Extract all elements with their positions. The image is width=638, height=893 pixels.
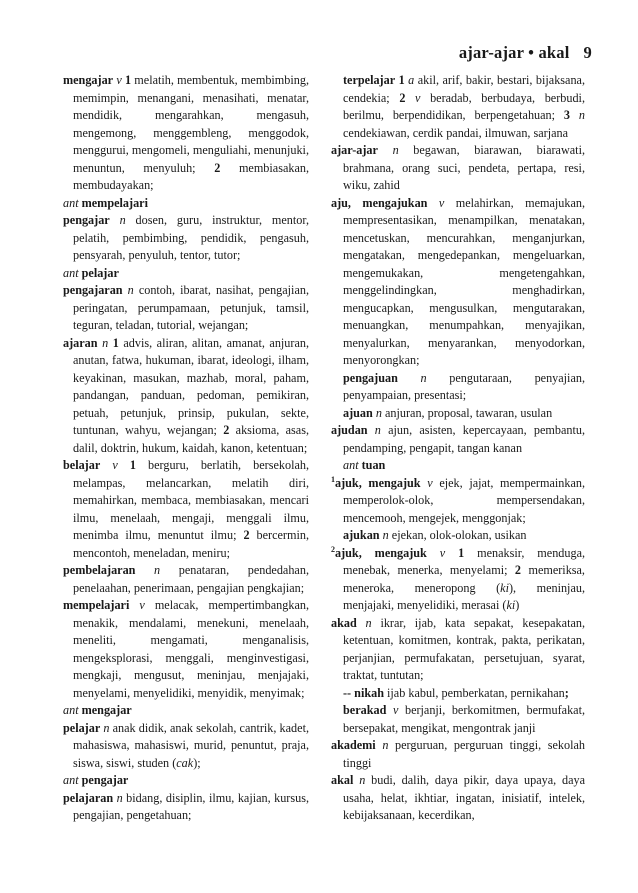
headword: pengajar	[81, 773, 129, 787]
sense-number: 2	[223, 423, 230, 437]
header-title: ajar-ajar • akal	[458, 43, 570, 62]
usage-label: ant	[63, 773, 79, 787]
definition-text: aksioma, asas, dalil, doktrin, hukum, kaidah, kanon, ketentuan;	[73, 423, 309, 455]
dictionary-entry	[331, 195, 585, 370]
dictionary-entry	[63, 790, 309, 825]
definition-text: contoh, ibarat, nasihat, pengajian, peringatan, perumpamaan, petunjuk, tamsil, teguran, teladan, tutorial, wejangan;	[73, 283, 309, 332]
dictionary-entry	[63, 597, 309, 702]
dictionary-entry	[63, 212, 309, 265]
part-of-speech: n	[365, 615, 372, 630]
antonym-line	[63, 195, 309, 213]
definition-text	[427, 196, 438, 210]
sense-number: 2	[514, 563, 522, 577]
dictionary-entry	[331, 615, 585, 685]
definition-text: pengutaraan, penyajian, penyampaian, presentasi;	[343, 370, 585, 402]
part-of-speech: n	[420, 370, 427, 385]
definition-text: beradab, berbudaya, berbudi, berilmu, berpendidikan, berpengetahuan;	[343, 90, 585, 122]
headword: pengajaran	[63, 283, 123, 297]
sub-entry	[331, 527, 585, 545]
sub-entry	[331, 685, 585, 703]
part-of-speech: v	[116, 73, 122, 87]
homograph-number: 1	[331, 474, 335, 484]
definition-text	[100, 458, 112, 472]
headword: ajar-ajar	[331, 143, 378, 157]
headword: aju, mengajukan	[331, 195, 428, 210]
headword: akademi	[331, 738, 376, 752]
definition-text: melatih, membentuk, membimbing, memimpin, menangani, menasihati, menatar, mendidik, mengarahkan, mengasuh, mengemong, menggembleng, menggodok, menggurui, mengomeli, menguliahi, menunjuki, menuntun, menyuluh;	[73, 73, 309, 175]
dictionary-entry	[331, 475, 585, 528]
part-of-speech: v	[139, 598, 145, 612]
headword: pelajar	[63, 720, 101, 735]
part-of-speech: n	[154, 563, 161, 577]
definition-text: berjanji, berkomitmen, bermufakat, bersepakat, mengikat, mengontrak janji	[343, 703, 586, 735]
definition-text: );	[193, 755, 201, 770]
usage-label: ki	[506, 598, 516, 612]
part-of-speech: n	[392, 143, 399, 157]
dictionary-entry	[63, 72, 309, 195]
definition-text	[398, 371, 421, 385]
definition-text: anak didik, anak sekolah, cantrik, kadet, mahasiswa, mahasiswi, murid, penuntut, praja, siswa, siswi, studen (	[73, 720, 309, 770]
antonym-line	[63, 772, 309, 790]
definition-text: cendekiawan, cerdik pandai, ilmuwan, sarjana	[343, 125, 569, 140]
definition-text: dosen, guru, instruktur, mentor, pelatih, pembimbing, pendidik, pengasuh, pensyarah, penyuluh, tentor, tutor;	[73, 213, 309, 262]
sense-number: 1	[129, 458, 136, 472]
usage-label: ant	[63, 265, 79, 280]
definition-text: )	[515, 598, 520, 612]
page-number: 9	[583, 43, 592, 62]
sense-number: 2	[214, 160, 221, 175]
definition-text	[118, 458, 130, 472]
part-of-speech: a	[408, 73, 415, 87]
part-of-speech: n	[102, 335, 109, 350]
part-of-speech: n	[359, 773, 366, 787]
headword: mengajar	[81, 703, 132, 717]
definition-text: akil, arif, bakir, bestari, bijaksana, cendekia;	[343, 73, 586, 105]
sub-entry	[331, 72, 585, 142]
homograph-number: 2	[331, 544, 335, 554]
part-of-speech: n	[578, 108, 585, 122]
sense-number: 3	[563, 108, 571, 122]
sub-entry	[331, 370, 585, 405]
usage-label: ant	[63, 195, 79, 210]
part-of-speech: n	[127, 283, 134, 297]
definition-text: membiasakan, membudayakan;	[73, 160, 309, 192]
antonym-line	[63, 265, 309, 283]
part-of-speech: n	[374, 423, 381, 437]
headword: ajuan	[343, 405, 373, 420]
headword: ajukan	[343, 528, 380, 542]
headword: akad	[331, 615, 357, 630]
definition-text: memeriksa, meneroka, meneropong (	[343, 563, 585, 595]
definition-text	[135, 563, 154, 577]
sense-number: 1	[124, 73, 132, 87]
definition-text: begawan, biarawan, biarawati, brahmana, orang suci, pendeta, pertapa, resi, wiku, zahid	[343, 143, 585, 192]
dictionary-entry	[331, 422, 585, 457]
usage-label: ki	[500, 580, 509, 595]
definition-text: bercermin, mencontoh, meneladan, meniru;	[73, 528, 309, 560]
headword: tuan	[361, 458, 386, 472]
part-of-speech: v	[112, 458, 118, 472]
dictionary-entry	[63, 457, 309, 562]
sense-number: 2	[243, 528, 250, 542]
definition-text	[378, 143, 393, 157]
definition-text: ), meninjau, menjajaki, menyelidiki, merasai (	[343, 580, 585, 612]
definition-text	[129, 598, 139, 612]
headword: pengajar	[63, 213, 110, 227]
antonym-line	[63, 702, 309, 720]
definition-text	[570, 108, 579, 122]
dictionary-entry	[331, 142, 585, 195]
dictionary-entry	[331, 772, 585, 825]
definition-text: melacak, mempertimbangkan, menakik, mendalami, menekuni, menelaah, meneliti, mengamati, menganalisis, mengeksplorasi, menggali, menginvestigasi, mengkaji, mengusut, meninjau, menjajaki, menyelami, menyelidiki, menyidik, menyimak;	[73, 598, 309, 700]
antonym-line	[331, 457, 585, 475]
headword: akal	[331, 773, 354, 787]
usage-label: ant	[343, 458, 359, 472]
definition-text	[357, 616, 366, 630]
definition-text	[386, 703, 393, 717]
part-of-speech: n	[119, 213, 126, 227]
headword: pelajaran	[63, 790, 114, 805]
part-of-speech: v	[439, 545, 446, 560]
part-of-speech: v	[415, 90, 421, 105]
definition-text: budi, dalih, daya pikir, daya upaya, daya usaha, helat, ikhtiar, ingatan, inisiatif, intelek, kebijaksanaan, kecerdikan,	[343, 773, 586, 822]
headword: -- nikah	[343, 685, 384, 700]
part-of-speech: n	[382, 738, 389, 752]
headword: ajuk, mengajuk	[335, 545, 427, 560]
definition-text	[405, 91, 415, 105]
definition-text	[445, 546, 458, 560]
headword: pembelajaran	[63, 563, 136, 577]
part-of-speech: v	[438, 195, 445, 210]
definition-text: advis, aliran, alitan, amanat, anjuran, anutan, fatwa, hukuman, ibarat, ideologi, ilham, keyakinan, masukan, mazhab, moral, paham, pandangan, panduan, pedoman, pemikiran, petuah, petunjuk, prinsip, pukulan, sekte, tuntunan, wahyu, wejangan;	[73, 335, 310, 437]
definition-text	[110, 213, 120, 227]
headword: ajuk, mengajuk	[335, 475, 421, 490]
headword: berakad	[343, 703, 387, 717]
part-of-speech: v	[392, 703, 399, 717]
headword: mempelajari	[63, 598, 130, 612]
dictionary-entry	[63, 562, 309, 597]
definition-text: berguru, berlatih, bersekolah, melampas, melancarkan, melatih diri, memahirkan, membaca, membiasakan, mencari ilmu, menelaah, mengaji, menggali ilmu, menimba ilmu, menuntut ilmu;	[73, 458, 310, 542]
dictionary-entry	[331, 545, 585, 615]
headword: belajar	[63, 458, 101, 472]
definition-text: menaksir, menduga, menebak, menerka, menyelami;	[343, 545, 586, 577]
part-of-speech: n	[103, 720, 110, 735]
headword: ajudan	[331, 423, 368, 437]
dictionary-entry	[63, 282, 309, 335]
dictionary-entry	[331, 737, 585, 772]
definition-text: ajun, asisten, kepercayaan, pembantu, pendamping, pengapit, tangan kanan	[343, 423, 585, 455]
definition-text: anjuran, proposal, tawaran, usulan	[381, 405, 553, 420]
part-of-speech: n	[382, 528, 389, 542]
definition-text: melahirkan, memajukan, mempresentasikan, menampilkan, menatakan, mencetuskan, mencurahkan, menganjurkan, mengatakan, mengedepankan, mengeluarkan, mengemukakan, mengetengahkan, menggelindingkan, menghadirkan, mengucapkan, mengusulkan, mengutarakan, menuangkan, menumpahkan, menyajikan, menyalurkan, menyarankan, menyodorkan, menyorongkan;	[343, 195, 585, 367]
sense-number: 2	[399, 90, 406, 105]
definition-text: ikrar, ijab, kata sepakat, kesepakatan, ketentuan, komitmen, kontrak, pakta, perikatan, perjanjian, permufakatan, persetujuan, syarat, traktat, tuntutan;	[343, 615, 585, 682]
sense-number: 1	[458, 545, 465, 560]
part-of-speech: v	[427, 475, 433, 490]
headword: terpelajar	[343, 73, 396, 87]
definition-text: bidang, disiplin, ilmu, kajian, kursus, pengajian, pengetahuan;	[73, 790, 309, 822]
dictionary-entry	[63, 335, 309, 458]
headword: ajaran	[63, 335, 98, 350]
definition-text	[427, 546, 440, 560]
definition-text: penataran, pendedahan, penelaahan, penerimaan, pengajian pengkajian;	[73, 563, 309, 595]
headword: mempelajari	[81, 195, 148, 210]
headword: ;	[564, 685, 569, 700]
definition-text	[368, 423, 375, 437]
sense-number: 1	[398, 73, 405, 87]
running-header	[459, 43, 592, 63]
usage-label: ant	[63, 703, 79, 717]
sub-entry	[331, 702, 585, 737]
sub-entry	[331, 405, 585, 423]
definition-text: ijab kabul, pemberkatan, pernikahan	[383, 685, 565, 700]
right-column	[331, 72, 585, 825]
headword: mengajar	[63, 73, 114, 87]
usage-label: cak	[176, 755, 194, 770]
sense-number: 1	[112, 335, 119, 350]
definition-text: ejek, jajat, mempermainkan, memperolok-olok, mempersendakan, mencemooh, mengejek, menggonjak;	[343, 475, 585, 525]
headword: pelajar	[81, 265, 119, 280]
part-of-speech: n	[116, 790, 123, 805]
definition-text: perguruan, perguruan tinggi, sekolah tinggi	[343, 738, 586, 770]
part-of-speech: n	[375, 405, 382, 420]
left-column	[63, 72, 309, 825]
definition-text: ejekan, olok-olokan, usikan	[388, 528, 527, 542]
headword: pengajuan	[343, 370, 398, 385]
dictionary-entry	[63, 720, 309, 773]
